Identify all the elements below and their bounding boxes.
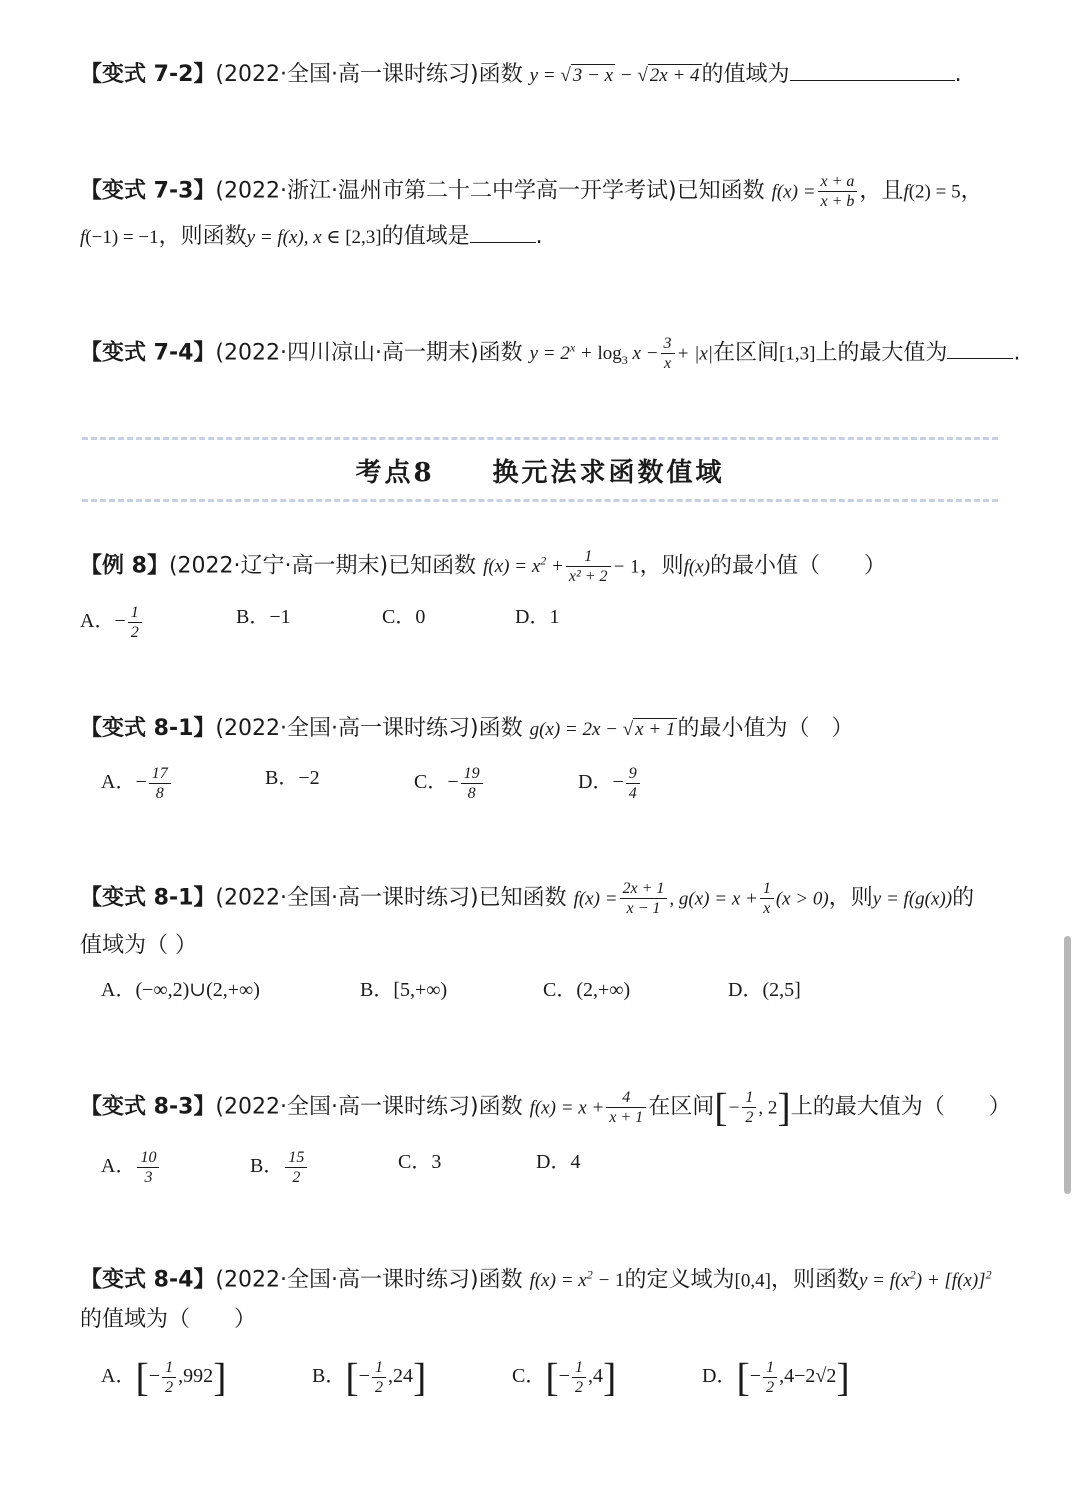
problem-tag: 【变式 8-1】 <box>80 885 216 911</box>
problem-source: (2022·浙江·温州市第二十二中学高一开学考试) <box>215 178 677 204</box>
option-d[interactable]: D．(2,5] <box>728 979 801 1001</box>
problem-source: (2022·四川凉山·高一期末) <box>215 340 479 366</box>
problem-tag: 【变式 7-3】 <box>80 178 216 204</box>
option-b[interactable]: B．−2 <box>265 767 320 789</box>
option-b[interactable]: B． $\frac{15}{2}$ <box>250 1148 309 1187</box>
formula: f(x) = <box>573 888 618 910</box>
problem-source: (2022·全国·高一课时练习) <box>215 1094 479 1120</box>
option-b[interactable]: B．−1 <box>236 606 291 628</box>
section-title: 考点8 换元法求函数值域 <box>355 458 725 488</box>
formula: g(x) = 2x − √ x + 1 <box>529 719 676 740</box>
problem-8-4-line2: 的值域为（ ） <box>80 1307 257 1332</box>
answer-blank[interactable] <box>470 222 536 243</box>
problem-7-3: 【变式 7-3】(2022·浙江·温州市第二十二中学高一开学考试)已知函数 f(x) = $\frac{x + a}{x + b}$ ，且f(2) = 5， <box>80 173 983 210</box>
option-d[interactable]: D．− $\frac{9}{4}$ <box>578 764 642 803</box>
option-c[interactable]: C．0 <box>382 606 426 628</box>
option-a[interactable]: A．− $\frac{1}{2}$ <box>80 603 144 642</box>
section-divider-top <box>82 437 998 440</box>
problem-7-4: 【变式 7-4】(2022·四川凉山·高一期末)函数 $y = 2^x + \log_3 x$ − $\frac{3}{x}$ + |x|在区间[1,3]上的最大值为 . <box>80 334 1021 372</box>
option-d[interactable]: D．4 <box>536 1151 581 1173</box>
problem-8-1-b: 【变式 8-1】(2022·全国·高一课时练习)已知函数 f(x) = $\frac{2x + 1}{x - 1}$ , g(x) = x + $\frac{1}{x}$ (x > 0)，则y = f(g(x))的 <box>80 880 975 917</box>
option-a[interactable]: A．(−∞,2)∪(2,+∞) <box>101 979 260 1001</box>
problem-8-4: 【变式 8-4】(2022·全国·高一课时练习)函数 $f(x) = x^2 - 1$的定义域为[0,4]，则函数$y = f(x^2) + [f(x)]^2$ <box>80 1267 992 1293</box>
option-b[interactable]: B．[5,+∞) <box>360 979 448 1001</box>
section-divider-bottom <box>82 499 998 502</box>
answer-blank[interactable] <box>790 60 955 81</box>
scrollbar[interactable] <box>1064 936 1071 1194</box>
problem-tag: 【变式 7-2】 <box>80 62 216 87</box>
problem-tag: 【变式 8-1】 <box>80 716 216 741</box>
formula: f(x) = x + <box>529 1097 605 1119</box>
option-d[interactable]: D．[− $\frac{1}{2}$ ,4−2√2] <box>702 1354 850 1400</box>
option-b[interactable]: B．[− $\frac{1}{2}$ ,24] <box>312 1354 427 1400</box>
problem-tag: 【例 8】 <box>80 553 169 579</box>
problem-8-3: 【变式 8-3】(2022·全国·高一课时练习)函数 f(x) = x + $\frac{4}{x + 1}$ 在区间[− $\frac{1}{2}$ , 2]上的最大值为（ ） <box>80 1084 1011 1130</box>
option-c[interactable]: C．3 <box>398 1151 442 1173</box>
problem-7-3-line2: f(−1) = −1，则函数y = f(x), x ∈ [2,3]的值域是 . <box>80 224 543 249</box>
formula: $y = 2^x + \log_3 x$ − <box>529 341 659 368</box>
problem-source: (2022·全国·高一课时练习) <box>215 62 479 87</box>
problem-source: (2022·全国·高一课时练习) <box>215 1267 479 1293</box>
problem-7-2: 【变式 7-2】(2022·全国·高一课时练习)函数 y = √ 3 − x − √ 2x + 4的值域为 . <box>80 62 962 87</box>
formula: $f(x) = x^2 - 1$ <box>529 1268 625 1292</box>
formula: y = √ 3 − x − √ 2x + 4 <box>529 65 700 86</box>
problem-tag: 【变式 8-4】 <box>80 1267 216 1293</box>
problem-8-1-a: 【变式 8-1】(2022·全国·高一课时练习)函数 g(x) = 2x − √ x + 1的最小值为（ ） <box>80 716 854 741</box>
problem-source: (2022·全国·高一课时练习) <box>215 716 479 741</box>
option-a[interactable]: A． $\frac{10}{3}$ <box>101 1148 161 1187</box>
option-d[interactable]: D．1 <box>515 606 560 628</box>
option-c[interactable]: C．− $\frac{19}{8}$ <box>414 764 485 803</box>
problem-tag: 【变式 7-4】 <box>80 340 216 366</box>
problem-source: (2022·辽宁·高一期末) <box>168 553 389 579</box>
option-a[interactable]: A．[− $\frac{1}{2}$ ,992] <box>101 1354 227 1400</box>
problem-tag: 【变式 8-3】 <box>80 1094 216 1120</box>
option-c[interactable]: C．[− $\frac{1}{2}$ ,4] <box>512 1354 617 1400</box>
example-8: 【例 8】(2022·辽宁·高一期末)已知函数 $f(x) = x^2$ + $\frac{1}{\text{x² + 2}}$ − 1，则f(x)的最小值（ ） <box>80 547 887 585</box>
formula: $f(x) = x^2$ + <box>483 554 564 578</box>
option-a[interactable]: A．− $\frac{17}{8}$ <box>101 764 173 803</box>
option-c[interactable]: C．(2,+∞) <box>543 979 631 1001</box>
answer-blank[interactable] <box>947 338 1013 359</box>
problem-source: (2022·全国·高一课时练习) <box>215 885 479 911</box>
fraction: $\frac{x + a}{x + b}$ <box>818 172 858 211</box>
problem-8-1-b-line2: 值域为（ ） <box>80 933 197 958</box>
formula: f(x) = <box>771 181 816 203</box>
